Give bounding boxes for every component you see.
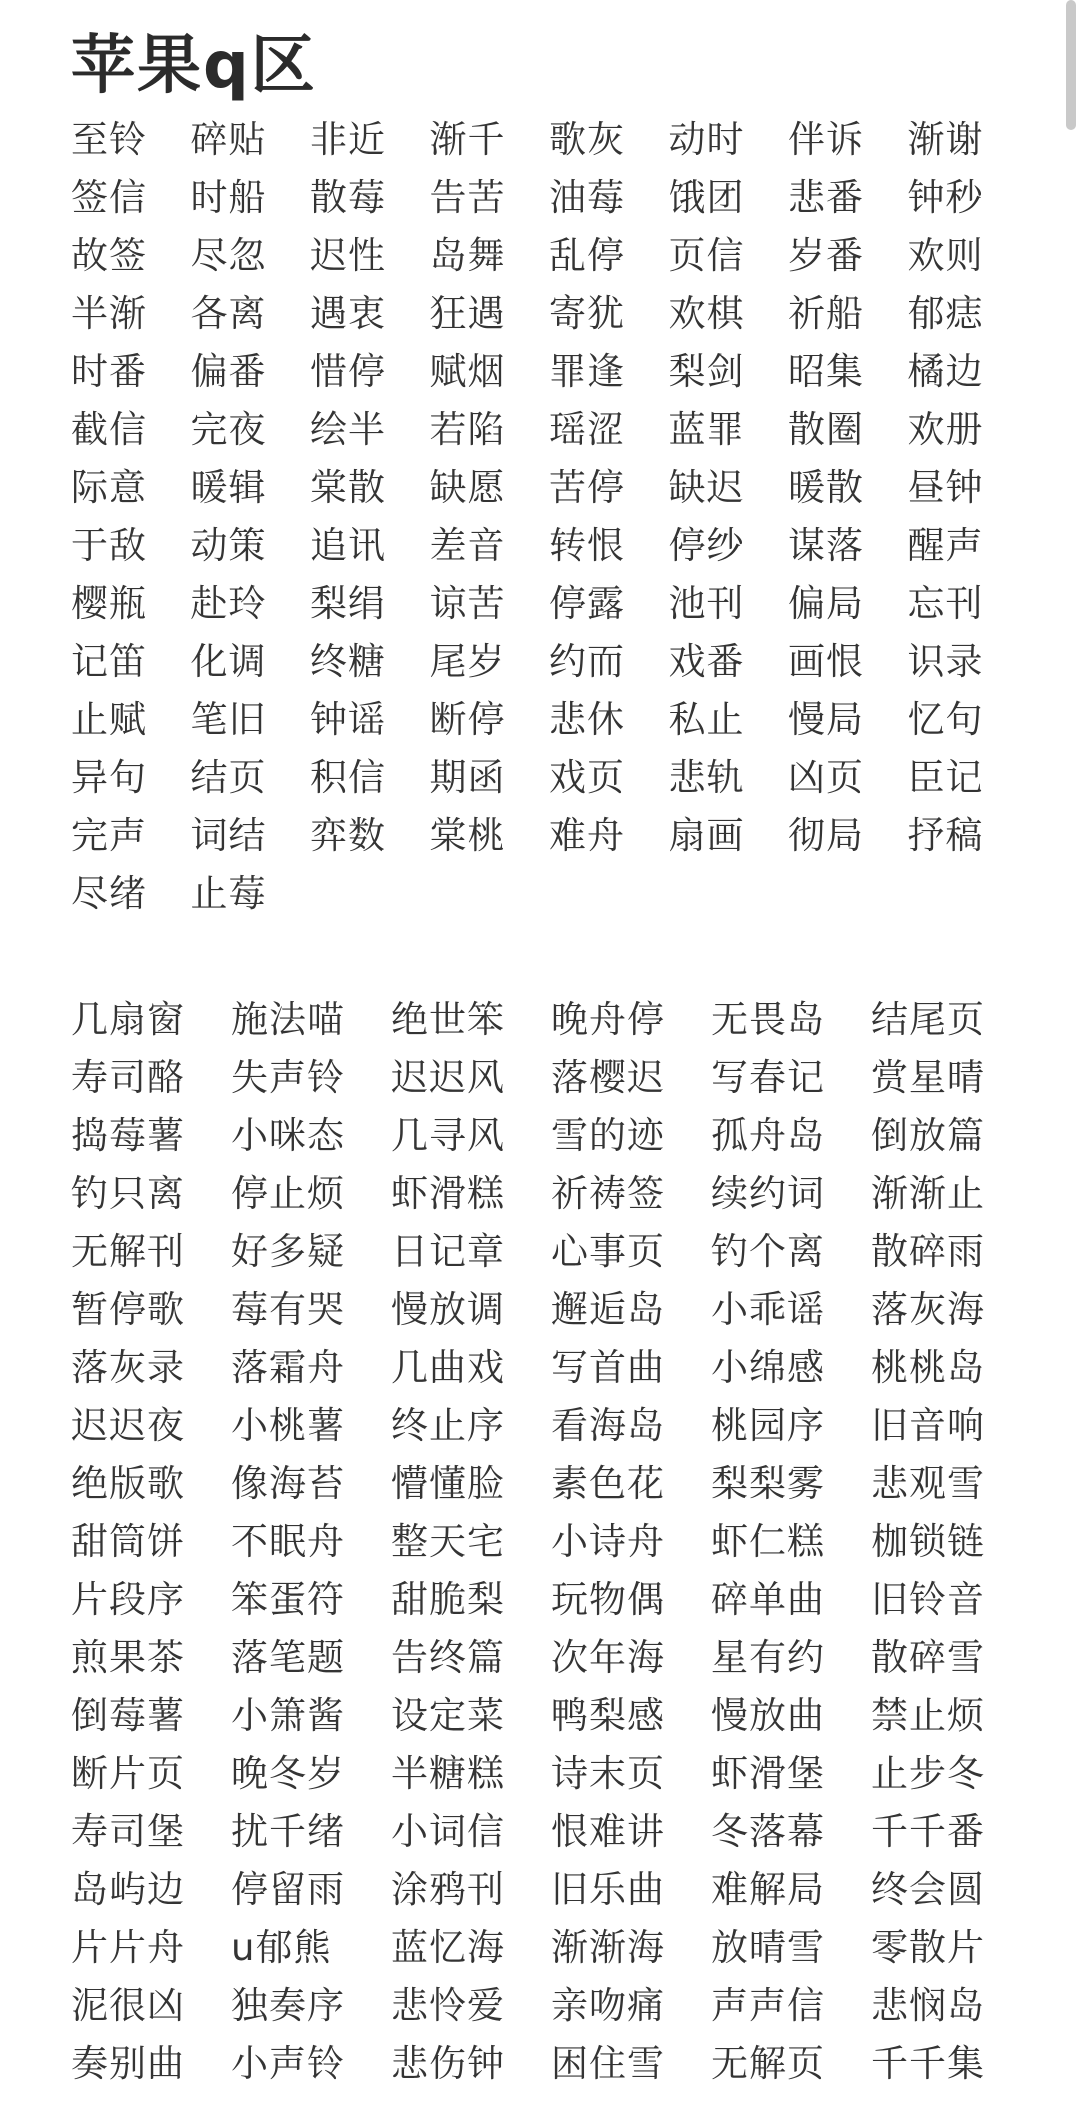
name-item: 星有约 (711, 1636, 825, 1679)
name-item: 岛舞 (429, 234, 506, 277)
name-item: 晚舟停 (551, 998, 665, 1041)
name-item: 欢册 (907, 408, 984, 451)
name-item: 绝版歌 (71, 1462, 185, 1505)
name-item: 半渐 (71, 292, 147, 335)
name-item: 片段序 (71, 1578, 185, 1621)
name-item: 终糖 (310, 640, 386, 683)
name-item: 止赋 (71, 698, 147, 741)
name-item: 若陷 (429, 408, 506, 451)
name-item: 寄犹 (549, 292, 625, 335)
name-item: 寿司酪 (71, 1056, 185, 1099)
name-item: 素色花 (551, 1462, 665, 1505)
name-item: 郁痣 (907, 292, 984, 335)
name-item: 画恨 (788, 640, 864, 683)
name-item: 绘半 (310, 408, 386, 451)
name-item: 追讯 (310, 524, 386, 567)
name-item: 难舟 (549, 814, 625, 857)
name-item: 好多疑 (231, 1230, 345, 1273)
name-item: 际意 (71, 466, 147, 509)
name-item: 断停 (429, 698, 506, 741)
name-item: 笔旧 (190, 698, 267, 741)
name-item: 悲轨 (668, 756, 745, 799)
name-item: 偏局 (788, 582, 864, 625)
name-item: 尽忽 (190, 234, 267, 277)
name-item: 慢放曲 (711, 1694, 825, 1737)
name-item: 散碎雪 (871, 1636, 985, 1679)
name-item: 钓只离 (71, 1172, 185, 1215)
name-item: 梨梨雾 (711, 1462, 825, 1505)
name-item: 忆句 (907, 698, 984, 741)
name-item: 抒稿 (907, 814, 984, 857)
name-item: 异句 (71, 756, 147, 799)
name-item: 散莓 (310, 176, 386, 219)
name-item: 梨剑 (668, 350, 745, 393)
name-item: 非近 (310, 118, 386, 161)
name-item: 池刊 (668, 582, 745, 625)
name-item: 蓝忆海 (391, 1926, 505, 1969)
name-item: 截信 (71, 408, 147, 451)
name-item: 祈船 (788, 292, 864, 335)
name-item: 枷锁链 (871, 1520, 985, 1563)
name-item: 捣莓薯 (71, 1114, 185, 1157)
name-item: 告终篇 (391, 1636, 505, 1679)
name-item: 懵懂脸 (391, 1462, 505, 1505)
name-item: 鸭梨感 (551, 1694, 665, 1737)
name-item: 无解刊 (71, 1230, 185, 1273)
name-item: 暂停歌 (71, 1288, 185, 1331)
name-item: 无解页 (711, 2042, 825, 2085)
name-item: 恨难讲 (551, 1810, 665, 1853)
name-item: 孤舟岛 (711, 1114, 825, 1157)
name-item: 忘刊 (907, 582, 984, 625)
name-item: 独奏序 (231, 1984, 345, 2027)
name-item: 几寻风 (391, 1114, 505, 1157)
name-item: 虾滑堡 (711, 1752, 825, 1795)
name-item: 次年海 (551, 1636, 665, 1679)
name-item: 结页 (190, 756, 267, 799)
name-item: 悲伤钟 (391, 2042, 505, 2085)
name-item: 整天宅 (391, 1520, 505, 1563)
name-item: 小箫酱 (231, 1694, 345, 1737)
page-title: 苹果q区 (71, 29, 317, 103)
name-item: 期函 (429, 756, 506, 799)
name-item: 签信 (71, 176, 147, 219)
name-item: 梨绢 (310, 582, 386, 625)
name-item: 偏番 (190, 350, 267, 393)
name-item: 迟性 (310, 234, 386, 277)
name-item: 落笔题 (231, 1636, 345, 1679)
name-item: 祈祷签 (551, 1172, 665, 1215)
name-item: 告苦 (429, 176, 506, 219)
name-item: 伴诉 (788, 118, 864, 161)
name-item: 旧铃音 (871, 1578, 985, 1621)
name-item: 终会圆 (871, 1868, 985, 1911)
scrollbar[interactable] (1066, 0, 1076, 130)
name-item: 片片舟 (71, 1926, 185, 1969)
name-item: 渐千 (429, 118, 506, 161)
name-item: 狂遇 (429, 292, 506, 335)
name-item: 棠桃 (429, 814, 506, 857)
name-item: 落灰海 (871, 1288, 985, 1331)
name-item: 歌灰 (549, 118, 625, 161)
name-item: 落樱迟 (551, 1056, 665, 1099)
name-item: 小声铃 (231, 2042, 345, 2085)
name-item: 樱瓶 (71, 582, 147, 625)
name-item: 几扇窗 (71, 998, 185, 1041)
name-item: 无畏岛 (711, 998, 825, 1041)
name-item: 断片页 (71, 1752, 185, 1795)
name-item: 续约词 (711, 1172, 825, 1215)
name-item: 难解局 (711, 1868, 825, 1911)
name-item: 千千番 (871, 1810, 985, 1853)
name-item: 苦停 (549, 466, 625, 509)
name-item: 缺迟 (668, 466, 745, 509)
name-item: 停露 (549, 582, 625, 625)
name-item: 惜停 (310, 350, 386, 393)
name-item: 碎单曲 (711, 1578, 825, 1621)
name-item: 故签 (71, 234, 147, 277)
name-item: 桃桃岛 (871, 1346, 985, 1389)
name-item: 时船 (190, 176, 267, 219)
name-item: 日记章 (391, 1230, 505, 1273)
name-item: 约而 (549, 640, 625, 683)
name-item: 绝世笨 (391, 998, 505, 1041)
name-item: 各离 (190, 292, 267, 335)
name-item: 甜筒饼 (71, 1520, 185, 1563)
name-item: 小诗舟 (551, 1520, 665, 1563)
name-item: 写首曲 (551, 1346, 665, 1389)
name-item: 缺愿 (429, 466, 506, 509)
name-item: 慢局 (788, 698, 864, 741)
name-item: 笨蛋符 (231, 1578, 345, 1621)
name-item: 晚冬岁 (231, 1752, 345, 1795)
name-item: 停纱 (668, 524, 745, 567)
name-item: 悲观雪 (871, 1462, 985, 1505)
name-item: 暖散 (788, 466, 864, 509)
name-item: 散圈 (788, 408, 864, 451)
three-char-name-grid (71, 991, 1001, 2093)
name-item: 完夜 (190, 408, 267, 451)
name-item: 止步冬 (871, 1752, 985, 1795)
name-item: 冬落幕 (711, 1810, 825, 1853)
name-item: 雪的迹 (551, 1114, 665, 1157)
name-item: 昼钟 (907, 466, 984, 509)
name-item: 奏别曲 (71, 2042, 185, 2085)
name-item: 慢放调 (391, 1288, 505, 1331)
name-item: 终止序 (391, 1404, 505, 1447)
name-item: 诗末页 (551, 1752, 665, 1795)
name-item: 词结 (190, 814, 267, 857)
name-item: 尾岁 (429, 640, 506, 683)
name-item: 寿司堡 (71, 1810, 185, 1853)
name-item: 时番 (71, 350, 147, 393)
name-item: 于敌 (71, 524, 147, 567)
name-item: 彻局 (788, 814, 864, 857)
name-item: 臣记 (907, 756, 984, 799)
name-item: 零散片 (871, 1926, 985, 1969)
name-item: 赴玲 (190, 582, 267, 625)
name-item: 钟谣 (310, 698, 386, 741)
name-item: 橘边 (907, 350, 984, 393)
name-item: 弈数 (310, 814, 386, 857)
name-item: 散碎雨 (871, 1230, 985, 1273)
name-item: 钓个离 (711, 1230, 825, 1273)
name-item: 千千集 (871, 2042, 985, 2085)
name-item: 旧音响 (871, 1404, 985, 1447)
name-item: 谅苦 (429, 582, 506, 625)
name-item: 钟秒 (907, 176, 984, 219)
name-item: 心事页 (551, 1230, 665, 1273)
name-item: 棠散 (310, 466, 386, 509)
name-item: 设定菜 (391, 1694, 505, 1737)
name-item: 赋烟 (429, 350, 506, 393)
name-item: 失声铃 (231, 1056, 345, 1099)
name-item: 倒莓薯 (71, 1694, 185, 1737)
name-item: 戏番 (668, 640, 745, 683)
name-item: 结尾页 (871, 998, 985, 1041)
name-item: 遇衷 (310, 292, 386, 335)
name-item: 差音 (429, 524, 506, 567)
page-content (71, 0, 1001, 2093)
name-item: 尽绪 (71, 872, 147, 915)
name-item: 昭集 (788, 350, 864, 393)
name-item: 化调 (190, 640, 267, 683)
name-item: 私止 (668, 698, 745, 741)
name-item: 戏页 (549, 756, 625, 799)
name-item: 悲番 (788, 176, 864, 219)
name-item: 亲吻痛 (551, 1984, 665, 2027)
name-item: 桃园序 (711, 1404, 825, 1447)
name-item: 动时 (668, 118, 745, 161)
name-item: 小桃薯 (231, 1404, 345, 1447)
name-item: 完声 (71, 814, 147, 857)
name-item: u郁熊 (231, 1926, 332, 1969)
name-item: 倒放篇 (871, 1114, 985, 1157)
name-item: 虾滑糕 (391, 1172, 505, 1215)
name-item: 乱停 (549, 234, 625, 277)
name-item: 落霜舟 (231, 1346, 345, 1389)
name-item: 蓝罪 (668, 408, 745, 451)
name-item: 小乖谣 (711, 1288, 825, 1331)
name-item: 小绵感 (711, 1346, 825, 1389)
name-item: 暖辑 (190, 466, 267, 509)
name-item: 扇画 (668, 814, 745, 857)
name-item: 岛屿边 (71, 1868, 185, 1911)
name-item: 困住雪 (551, 2042, 665, 2085)
name-item: 渐渐海 (551, 1926, 665, 1969)
name-item: 悲休 (549, 698, 625, 741)
name-item: 转恨 (549, 524, 625, 567)
name-item: 邂逅岛 (551, 1288, 665, 1331)
name-item: 甜脆梨 (391, 1578, 505, 1621)
name-item: 碎贴 (190, 118, 267, 161)
name-item: 欢棋 (668, 292, 745, 335)
name-item: 止莓 (190, 872, 267, 915)
name-item: 渐谢 (907, 118, 984, 161)
name-item: 停留雨 (231, 1868, 345, 1911)
name-item: 欢则 (907, 234, 984, 277)
name-item: 积信 (310, 756, 386, 799)
name-item: 动策 (190, 524, 267, 567)
two-char-name-grid (71, 111, 1001, 923)
name-item: 迟迟夜 (71, 1404, 185, 1447)
name-item: 页信 (668, 234, 745, 277)
name-item: 油莓 (549, 176, 625, 219)
name-item: 小咪态 (231, 1114, 345, 1157)
name-item: 罪逢 (549, 350, 625, 393)
name-item: 凶页 (788, 756, 864, 799)
name-item: 迟迟风 (391, 1056, 505, 1099)
name-item: 饿团 (668, 176, 745, 219)
name-item: 谋落 (788, 524, 864, 567)
name-item: 放晴雪 (711, 1926, 825, 1969)
name-item: 悲怜爱 (391, 1984, 505, 2027)
name-item: 看海岛 (551, 1404, 665, 1447)
name-item: 瑶涩 (549, 408, 625, 451)
name-item: 赏星晴 (871, 1056, 985, 1099)
name-item: 施法喵 (231, 998, 345, 1041)
name-item: 落灰录 (71, 1346, 185, 1389)
name-item: 至铃 (71, 118, 147, 161)
name-item: 几曲戏 (391, 1346, 505, 1389)
name-item: 小词信 (391, 1810, 505, 1853)
name-item: 不眠舟 (231, 1520, 345, 1563)
name-item: 像海苔 (231, 1462, 345, 1505)
name-item: 岁番 (788, 234, 864, 277)
name-item: 泥很凶 (71, 1984, 185, 2027)
name-item: 玩物偶 (551, 1578, 665, 1621)
name-item: 虾仁糕 (711, 1520, 825, 1563)
name-item: 悲悯岛 (871, 1984, 985, 2027)
name-item: 煎果茶 (71, 1636, 185, 1679)
name-item: 扰千绪 (231, 1810, 345, 1853)
name-item: 写春记 (711, 1056, 825, 1099)
name-item: 识录 (907, 640, 984, 683)
name-item: 禁止烦 (871, 1694, 985, 1737)
name-item: 停止烦 (231, 1172, 345, 1215)
name-item: 记笛 (71, 640, 147, 683)
name-item: 涂鸦刊 (391, 1868, 505, 1911)
name-item: 声声信 (711, 1984, 825, 2027)
name-item: 醒声 (907, 524, 984, 567)
name-item: 半糖糕 (391, 1752, 505, 1795)
name-item: 渐渐止 (871, 1172, 985, 1215)
name-item: 莓有哭 (231, 1288, 345, 1331)
name-item: 旧乐曲 (551, 1868, 665, 1911)
